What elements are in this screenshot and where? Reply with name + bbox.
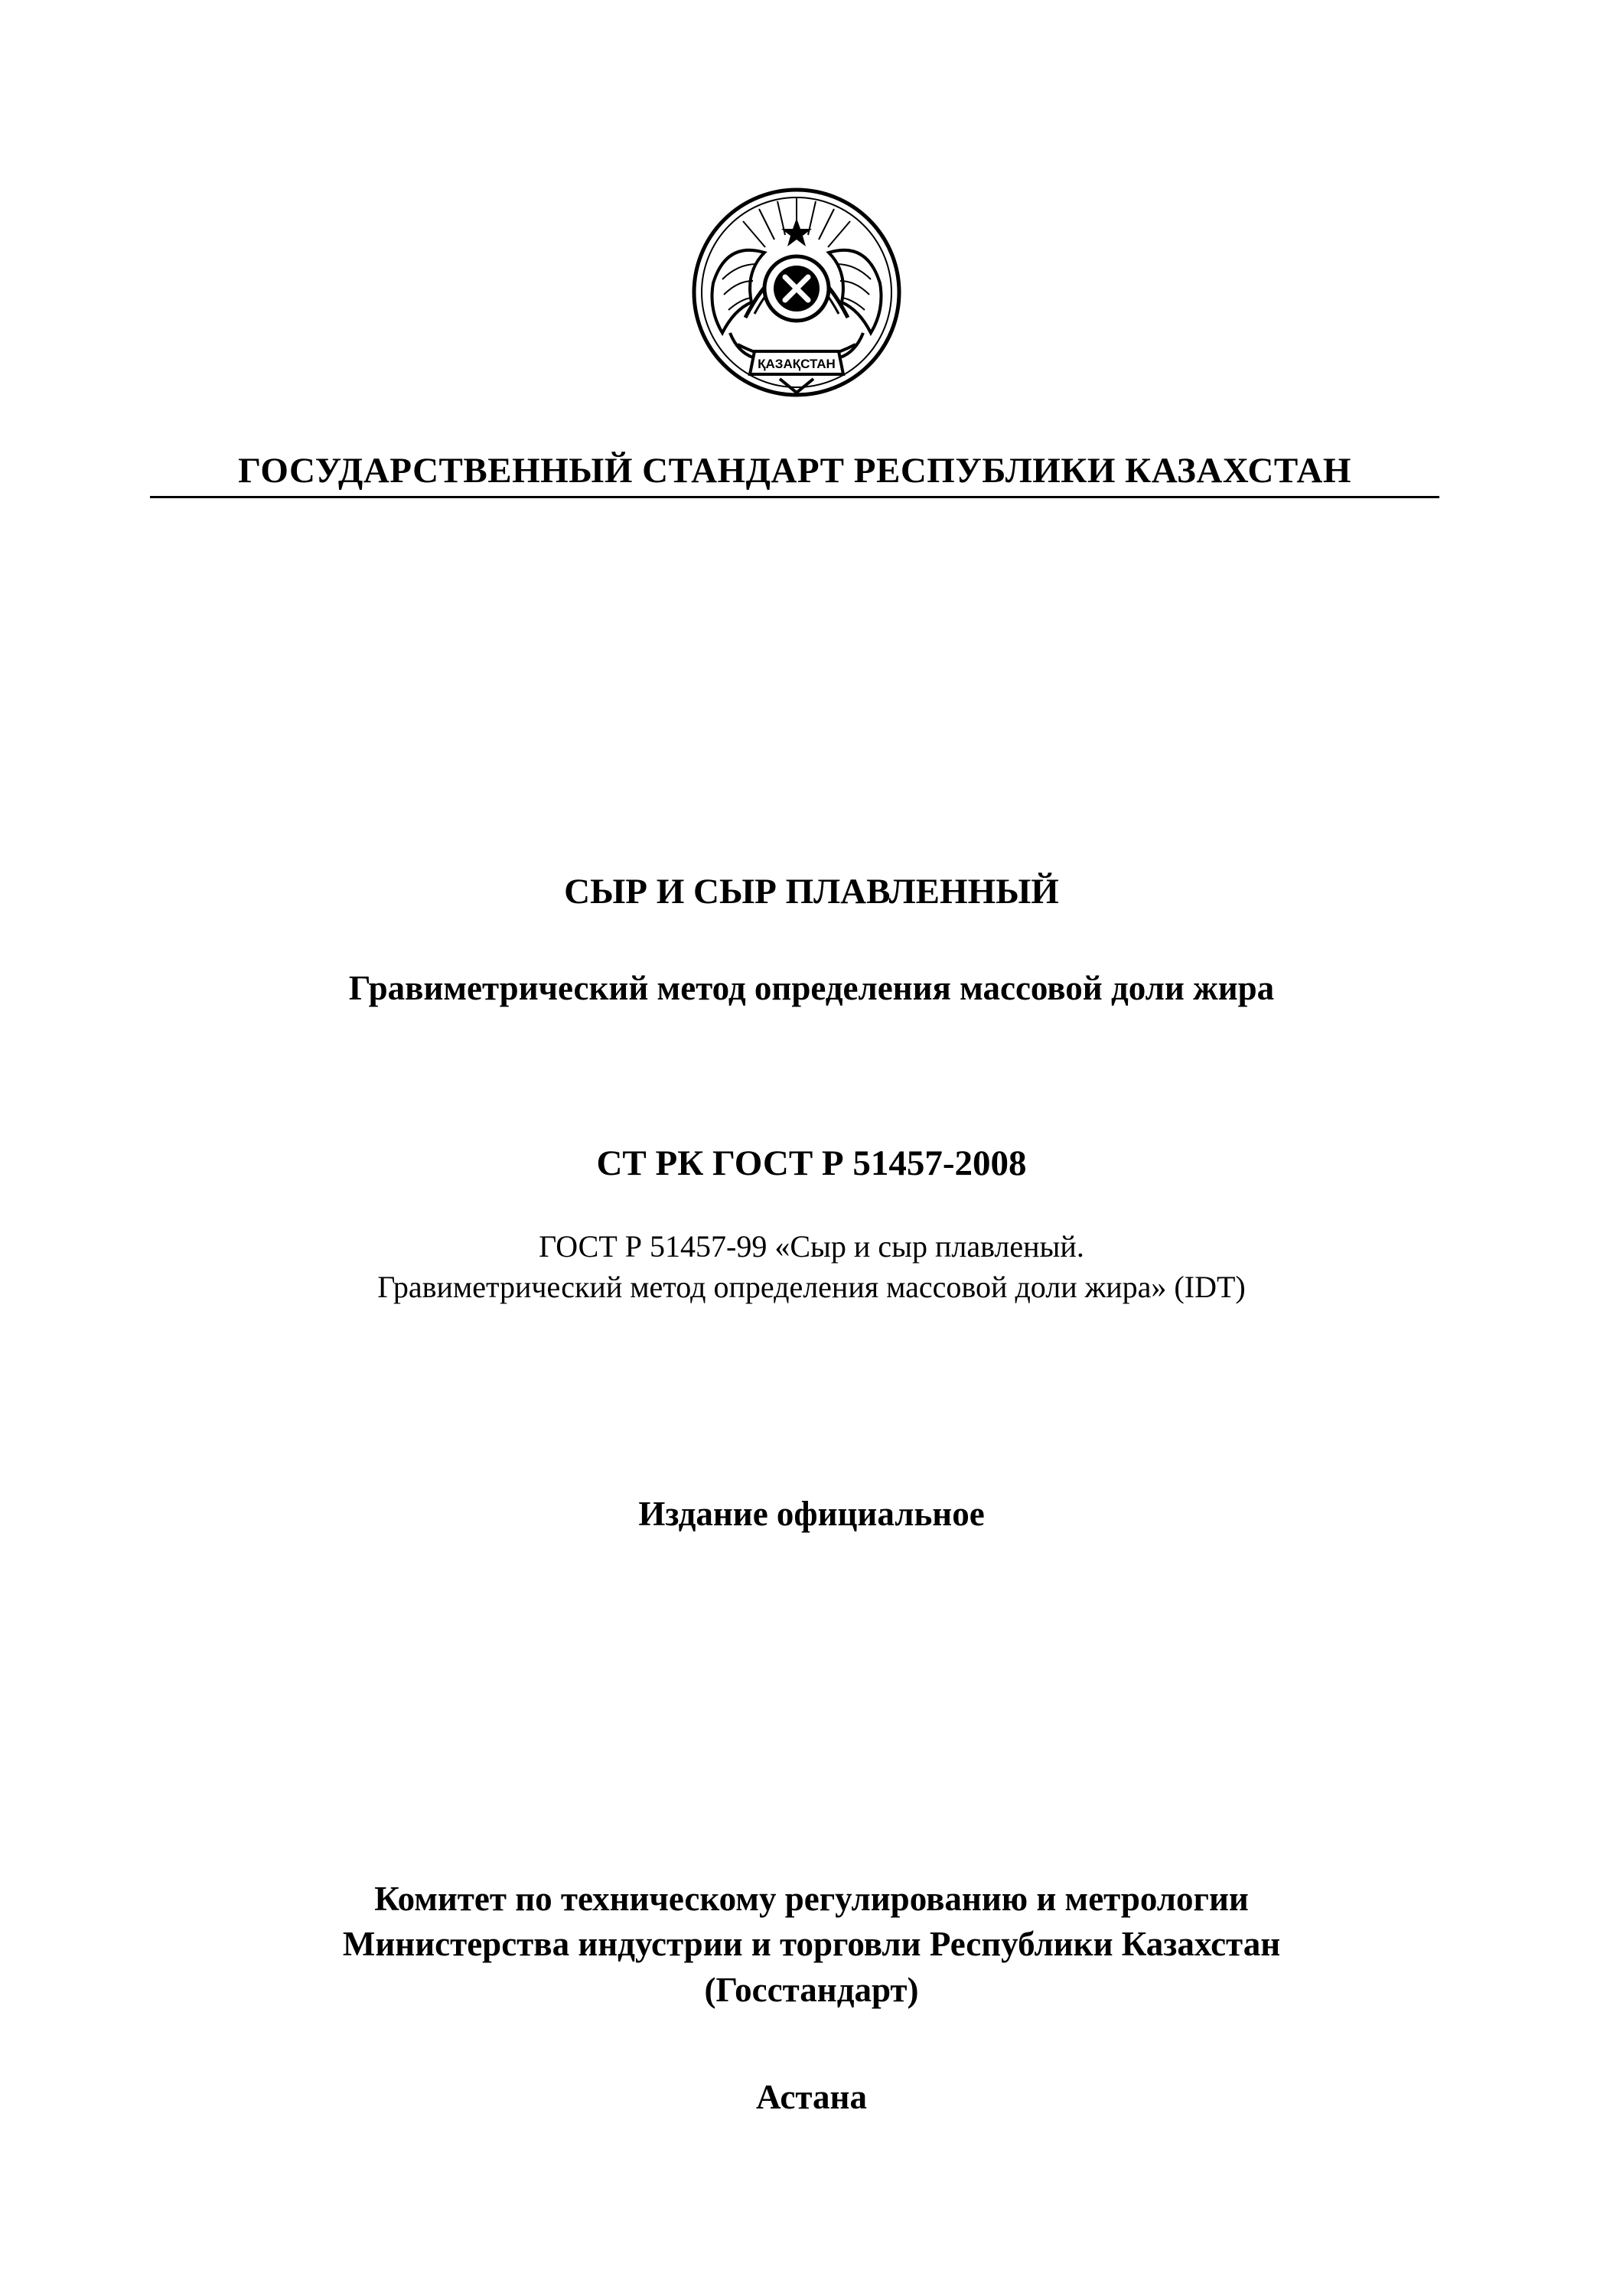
standard-number: СТ РК ГОСТ Р 51457-2008 (596, 1143, 1027, 1183)
reference-line-2: Гравиметрический метод определения массовой доли жира» (IDT) (377, 1270, 1246, 1304)
publisher-line-2: Министерства индустрии и торговли Республики Казахстан (342, 1925, 1281, 1963)
publication-city: Астана (756, 2078, 867, 2116)
emblem-ribbon-text: ҚАЗАҚСТАН (758, 357, 836, 371)
document-subtitle: Гравиметрический метод определения массовой доли жира (348, 969, 1275, 1007)
header-underline (150, 496, 1439, 498)
coat-of-arms-emblem (692, 188, 901, 397)
edition-label: Издание официальное (638, 1495, 985, 1533)
publisher-line-3: (Госстандарт) (704, 1971, 919, 2009)
publisher-line-1: Комитет по техническому регулированию и метрологии (374, 1880, 1249, 1918)
state-standard-header: ГОСУДАРСТВЕННЫЙ СТАНДАРТ РЕСПУБЛИКИ КАЗАХСТАН (238, 451, 1351, 491)
document-title: СЫР И СЫР ПЛАВЛЕННЫЙ (564, 872, 1059, 912)
reference-line-1: ГОСТ Р 51457-99 «Сыр и сыр плавленый. (539, 1229, 1084, 1264)
